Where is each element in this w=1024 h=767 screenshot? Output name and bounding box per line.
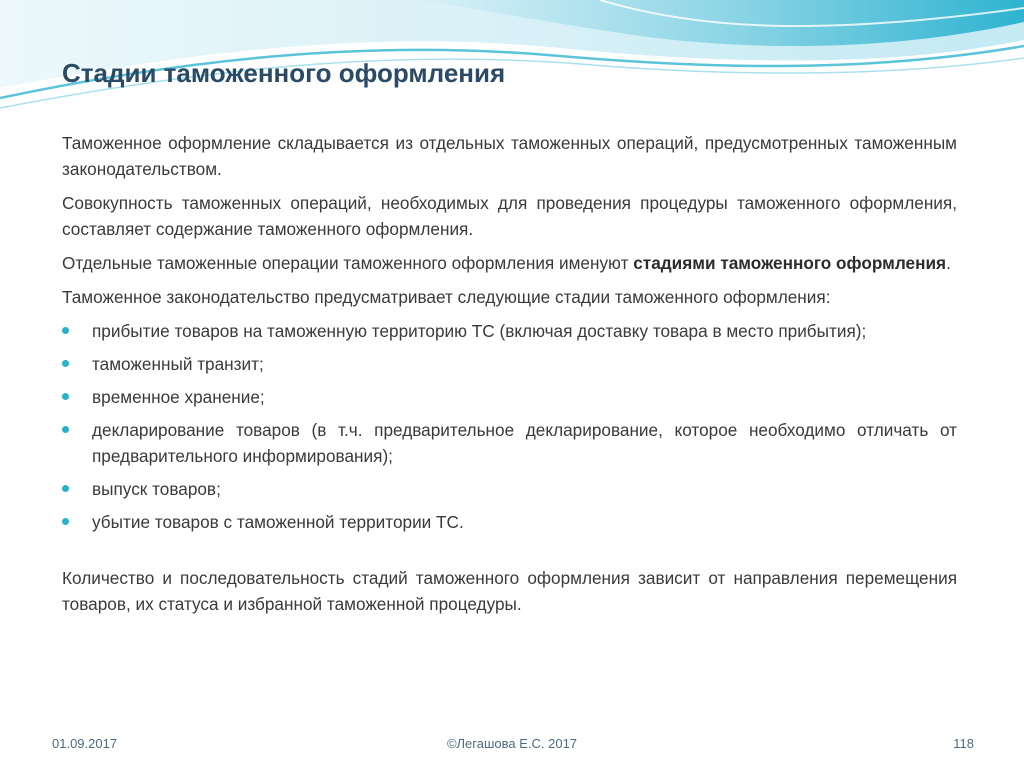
list-item-text: декларирование товаров (в т.ч. предварительное декларирование, которое необходимо отличать от предварительного информирования); xyxy=(92,420,957,466)
list-item-text: выпуск товаров; xyxy=(92,479,221,499)
footer-author: ©Легашова Е.С. 2017 xyxy=(446,736,578,751)
footer-page-number: 118 xyxy=(953,736,974,751)
bullet-dot-icon xyxy=(62,485,69,492)
list-item-text: таможенный транзит; xyxy=(92,354,264,374)
stages-list xyxy=(62,318,957,535)
paragraph-3-end: . xyxy=(946,253,951,273)
list-item xyxy=(62,351,957,377)
slide-title: Стадии таможенного оформления xyxy=(62,58,506,88)
bullet-dot-icon xyxy=(62,327,69,334)
list-item-text: временное хранение; xyxy=(92,387,265,407)
slide-content xyxy=(62,130,957,625)
bullet-dot-icon xyxy=(62,426,69,433)
footer-date: 01.09.2017 xyxy=(52,736,118,751)
list-item xyxy=(62,417,957,469)
list-item xyxy=(62,384,957,410)
list-item xyxy=(62,509,957,535)
list-item xyxy=(62,476,957,502)
bullet-dot-icon xyxy=(62,518,69,525)
bullet-dot-icon xyxy=(62,360,69,367)
paragraph-3-bold-term: стадиями таможенного оформления xyxy=(633,253,947,273)
paragraph-3-text: Отдельные таможенные операции таможенного оформления именуют xyxy=(62,253,634,273)
list-item xyxy=(62,318,957,344)
bullet-dot-icon xyxy=(62,393,69,400)
list-item-text: прибытие товаров на таможенную территорию ТС (включая доставку товара в место прибытия); xyxy=(92,321,867,341)
paragraph-1: Таможенное оформление складывается из отдельных таможенных операций, предусмотренных таможенным законодательством. xyxy=(62,133,957,179)
paragraph-3 xyxy=(62,250,957,276)
paragraph-2: Совокупность таможенных операций, необходимых для проведения процедуры таможенного оформления, составляет содержание таможенного оформления. xyxy=(62,193,957,239)
list-item-text: убытие товаров с таможенной территории ТС. xyxy=(92,512,464,532)
paragraph-4: Таможенное законодательство предусматривает следующие стадии таможенного оформления: xyxy=(62,287,831,307)
paragraph-5: Количество и последовательность стадий таможенного оформления зависит от направления перемещения товаров, их статуса и избранной таможенной процедуры. xyxy=(62,568,957,614)
